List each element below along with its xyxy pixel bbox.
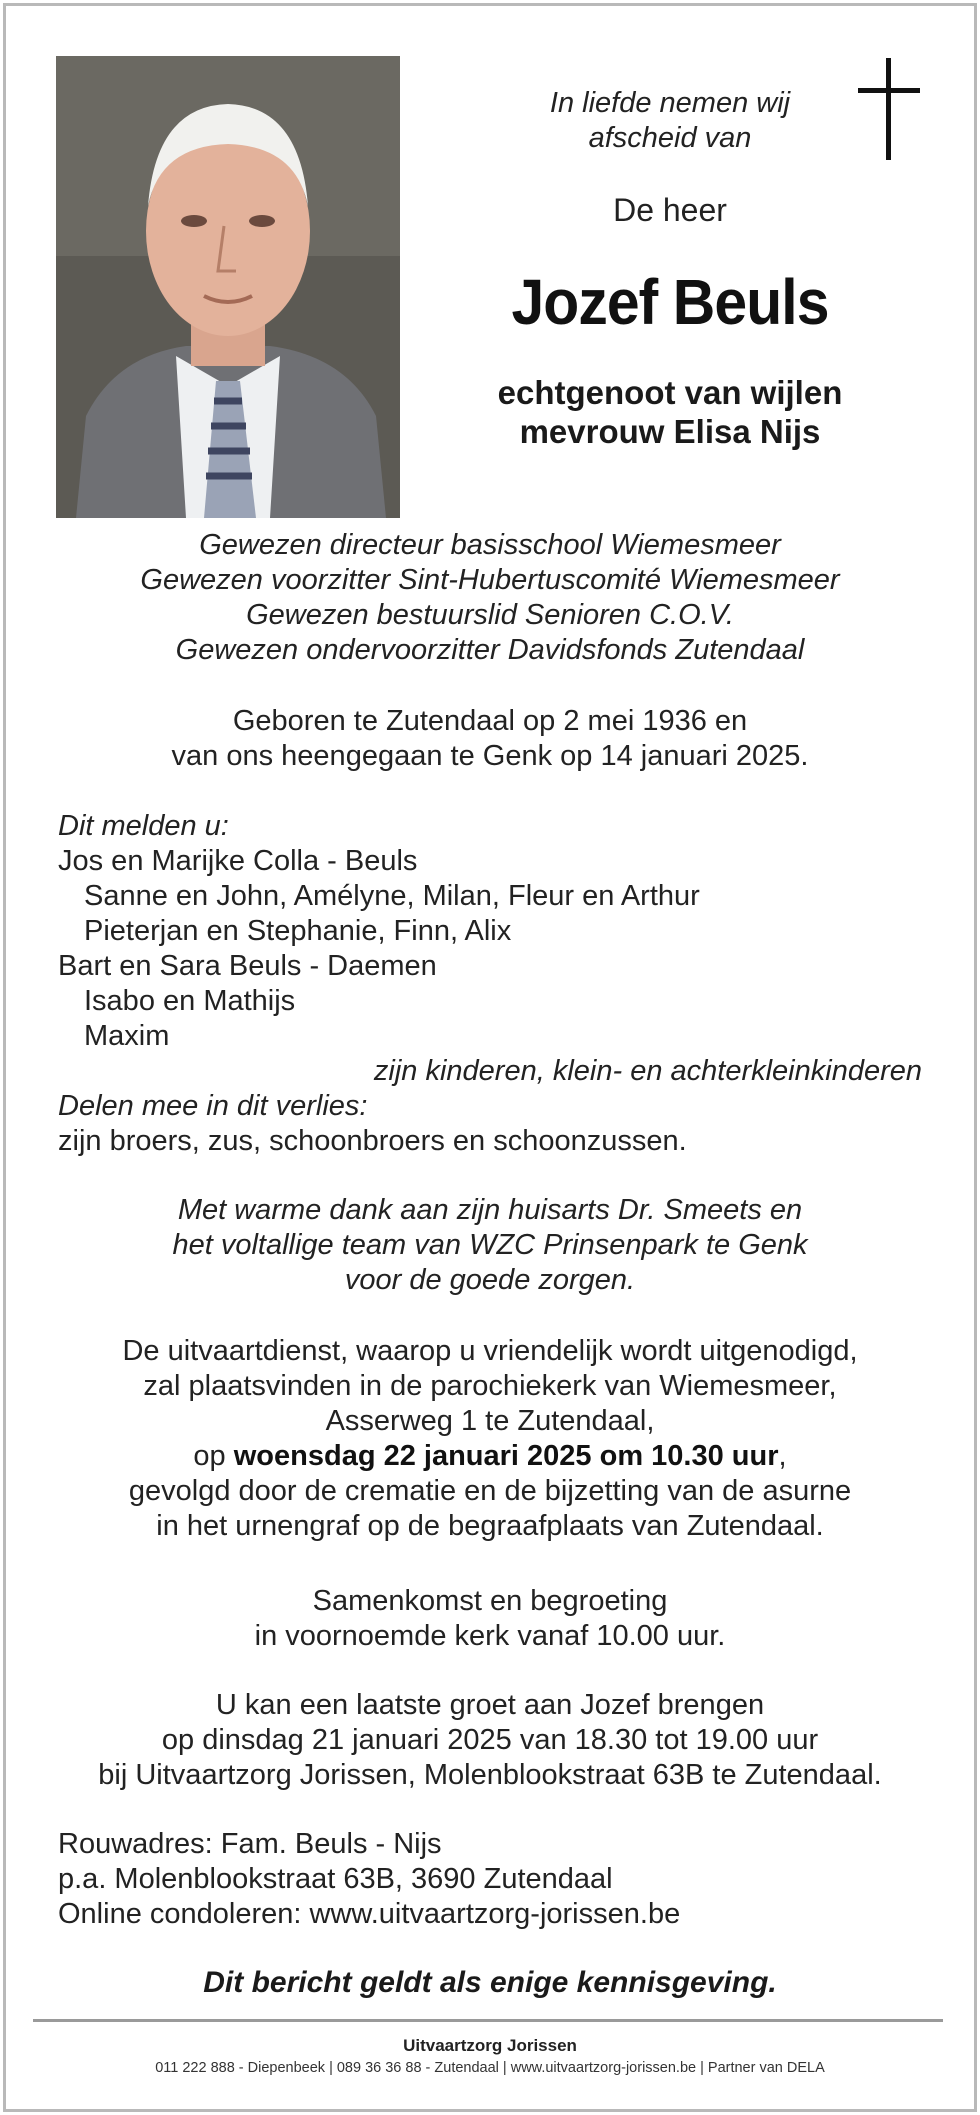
funeral-service-text	[40, 1334, 940, 1544]
service-date-line	[40, 1439, 940, 1474]
family-line: Jos en Marijke Colla - Beuls	[58, 845, 418, 877]
function-line: Gewezen bestuurslid Senioren C.O.V.	[246, 599, 734, 631]
grandchildren-line: Maxim	[84, 1020, 170, 1052]
intro-line: afscheid van	[588, 122, 752, 154]
address-line: Rouwadres: Fam. Beuls - Nijs	[58, 1828, 442, 1860]
grandchildren-line: Sanne en John, Amélyne, Milan, Fleur en Arthur	[84, 880, 700, 912]
service-line: in het urnengraf op de begraafplaats van Zutendaal.	[156, 1510, 824, 1542]
function-line: Gewezen voorzitter Sint-Hubertuscomité Wiemesmeer	[140, 564, 840, 596]
visit-line: bij Uitvaartzorg Jorissen, Molenblookstraat 63B te Zutendaal.	[98, 1759, 882, 1791]
thanks-line: voor de goede zorgen.	[344, 1264, 636, 1296]
birth-death-text	[40, 704, 940, 774]
visit-line: op dinsdag 21 januari 2025 van 18.30 tot 19.00 uur	[161, 1724, 819, 1756]
gathering-line: Samenkomst en begroeting	[312, 1585, 668, 1617]
service-line: zal plaatsvinden in de parochiekerk van Wiemesmeer,	[143, 1370, 837, 1402]
visit-line: U kan een laatste groet aan Jozef brengen	[215, 1689, 765, 1721]
notice-text: Dit bericht geldt als enige kennisgeving.	[203, 1966, 777, 1999]
spouse-line: echtgenoot van wijlen	[497, 374, 843, 411]
grandchildren-line: Isabo en Mathijs	[84, 985, 296, 1017]
footer-contact: 011 222 888 - Diepenbeek | 089 36 36 88 - Zutendaal | www.uitvaartzorg-jorissen.be | Partner van DELA	[155, 2060, 825, 2076]
family-line: Bart en Sara Beuls - Daemen	[58, 950, 437, 982]
announce-heading: Dit melden u:	[58, 810, 229, 842]
share-text: zijn broers, zus, schoonbroers en schoonzussen.	[58, 1125, 687, 1157]
footer-divider	[33, 2019, 943, 2022]
gathering-line: in voornoemde kerk vanaf 10.00 uur.	[254, 1620, 726, 1652]
function-line: Gewezen ondervoorzitter Davidsfonds Zutendaal	[175, 634, 805, 666]
thanks-text	[40, 1193, 940, 1298]
family-announcement	[58, 809, 938, 1159]
grandchildren-line: Pieterjan en Stephanie, Finn, Alix	[84, 915, 512, 947]
service-date-suffix: ,	[778, 1440, 787, 1472]
footer-title: Uitvaartzorg Jorissen	[403, 2036, 577, 2055]
service-line: Asserweg 1 te Zutendaal,	[325, 1405, 655, 1437]
service-line: gevolgd door de crematie en de bijzetting van de asurne	[128, 1475, 852, 1507]
former-functions	[40, 528, 940, 668]
honorific: De heer	[613, 192, 727, 228]
function-line: Gewezen directeur basisschool Wiemesmeer	[199, 529, 781, 561]
service-date: woensdag 22 januari 2025 om 10.30 uur	[233, 1440, 779, 1472]
service-line: De uitvaartdienst, waarop u vriendelijk wordt uitgenodigd,	[122, 1335, 858, 1367]
thanks-line: het voltallige team van WZC Prinsenpark te Genk	[172, 1229, 808, 1261]
address-line: p.a. Molenblookstraat 63B, 3690 Zutendaal	[58, 1863, 613, 1895]
portrait-photo	[56, 56, 400, 518]
intro-text	[410, 86, 930, 156]
condolence-link[interactable]: Online condoleren: www.uitvaartzorg-jorissen.be	[58, 1898, 681, 1930]
gathering-text	[40, 1584, 940, 1654]
death-line: van ons heengegaan te Genk op 14 januari 2025.	[171, 740, 809, 772]
birth-line: Geboren te Zutendaal op 2 mei 1936 en	[232, 705, 748, 737]
spouse-line: mevrouw Elisa Nijs	[519, 413, 821, 450]
visitation-text	[40, 1688, 940, 1793]
intro-line: In liefde nemen wij	[549, 87, 791, 119]
service-date-prefix: op	[193, 1440, 234, 1472]
relation-text: zijn kinderen, klein- en achterkleinkinderen	[373, 1055, 922, 1087]
thanks-line: Met warme dank aan zijn huisarts Dr. Smeets en	[177, 1194, 803, 1226]
spouse-text	[410, 373, 930, 451]
mourning-address	[58, 1827, 938, 1932]
share-heading: Delen mee in dit verlies:	[58, 1090, 368, 1122]
deceased-name: Jozef Beuls	[511, 266, 829, 338]
